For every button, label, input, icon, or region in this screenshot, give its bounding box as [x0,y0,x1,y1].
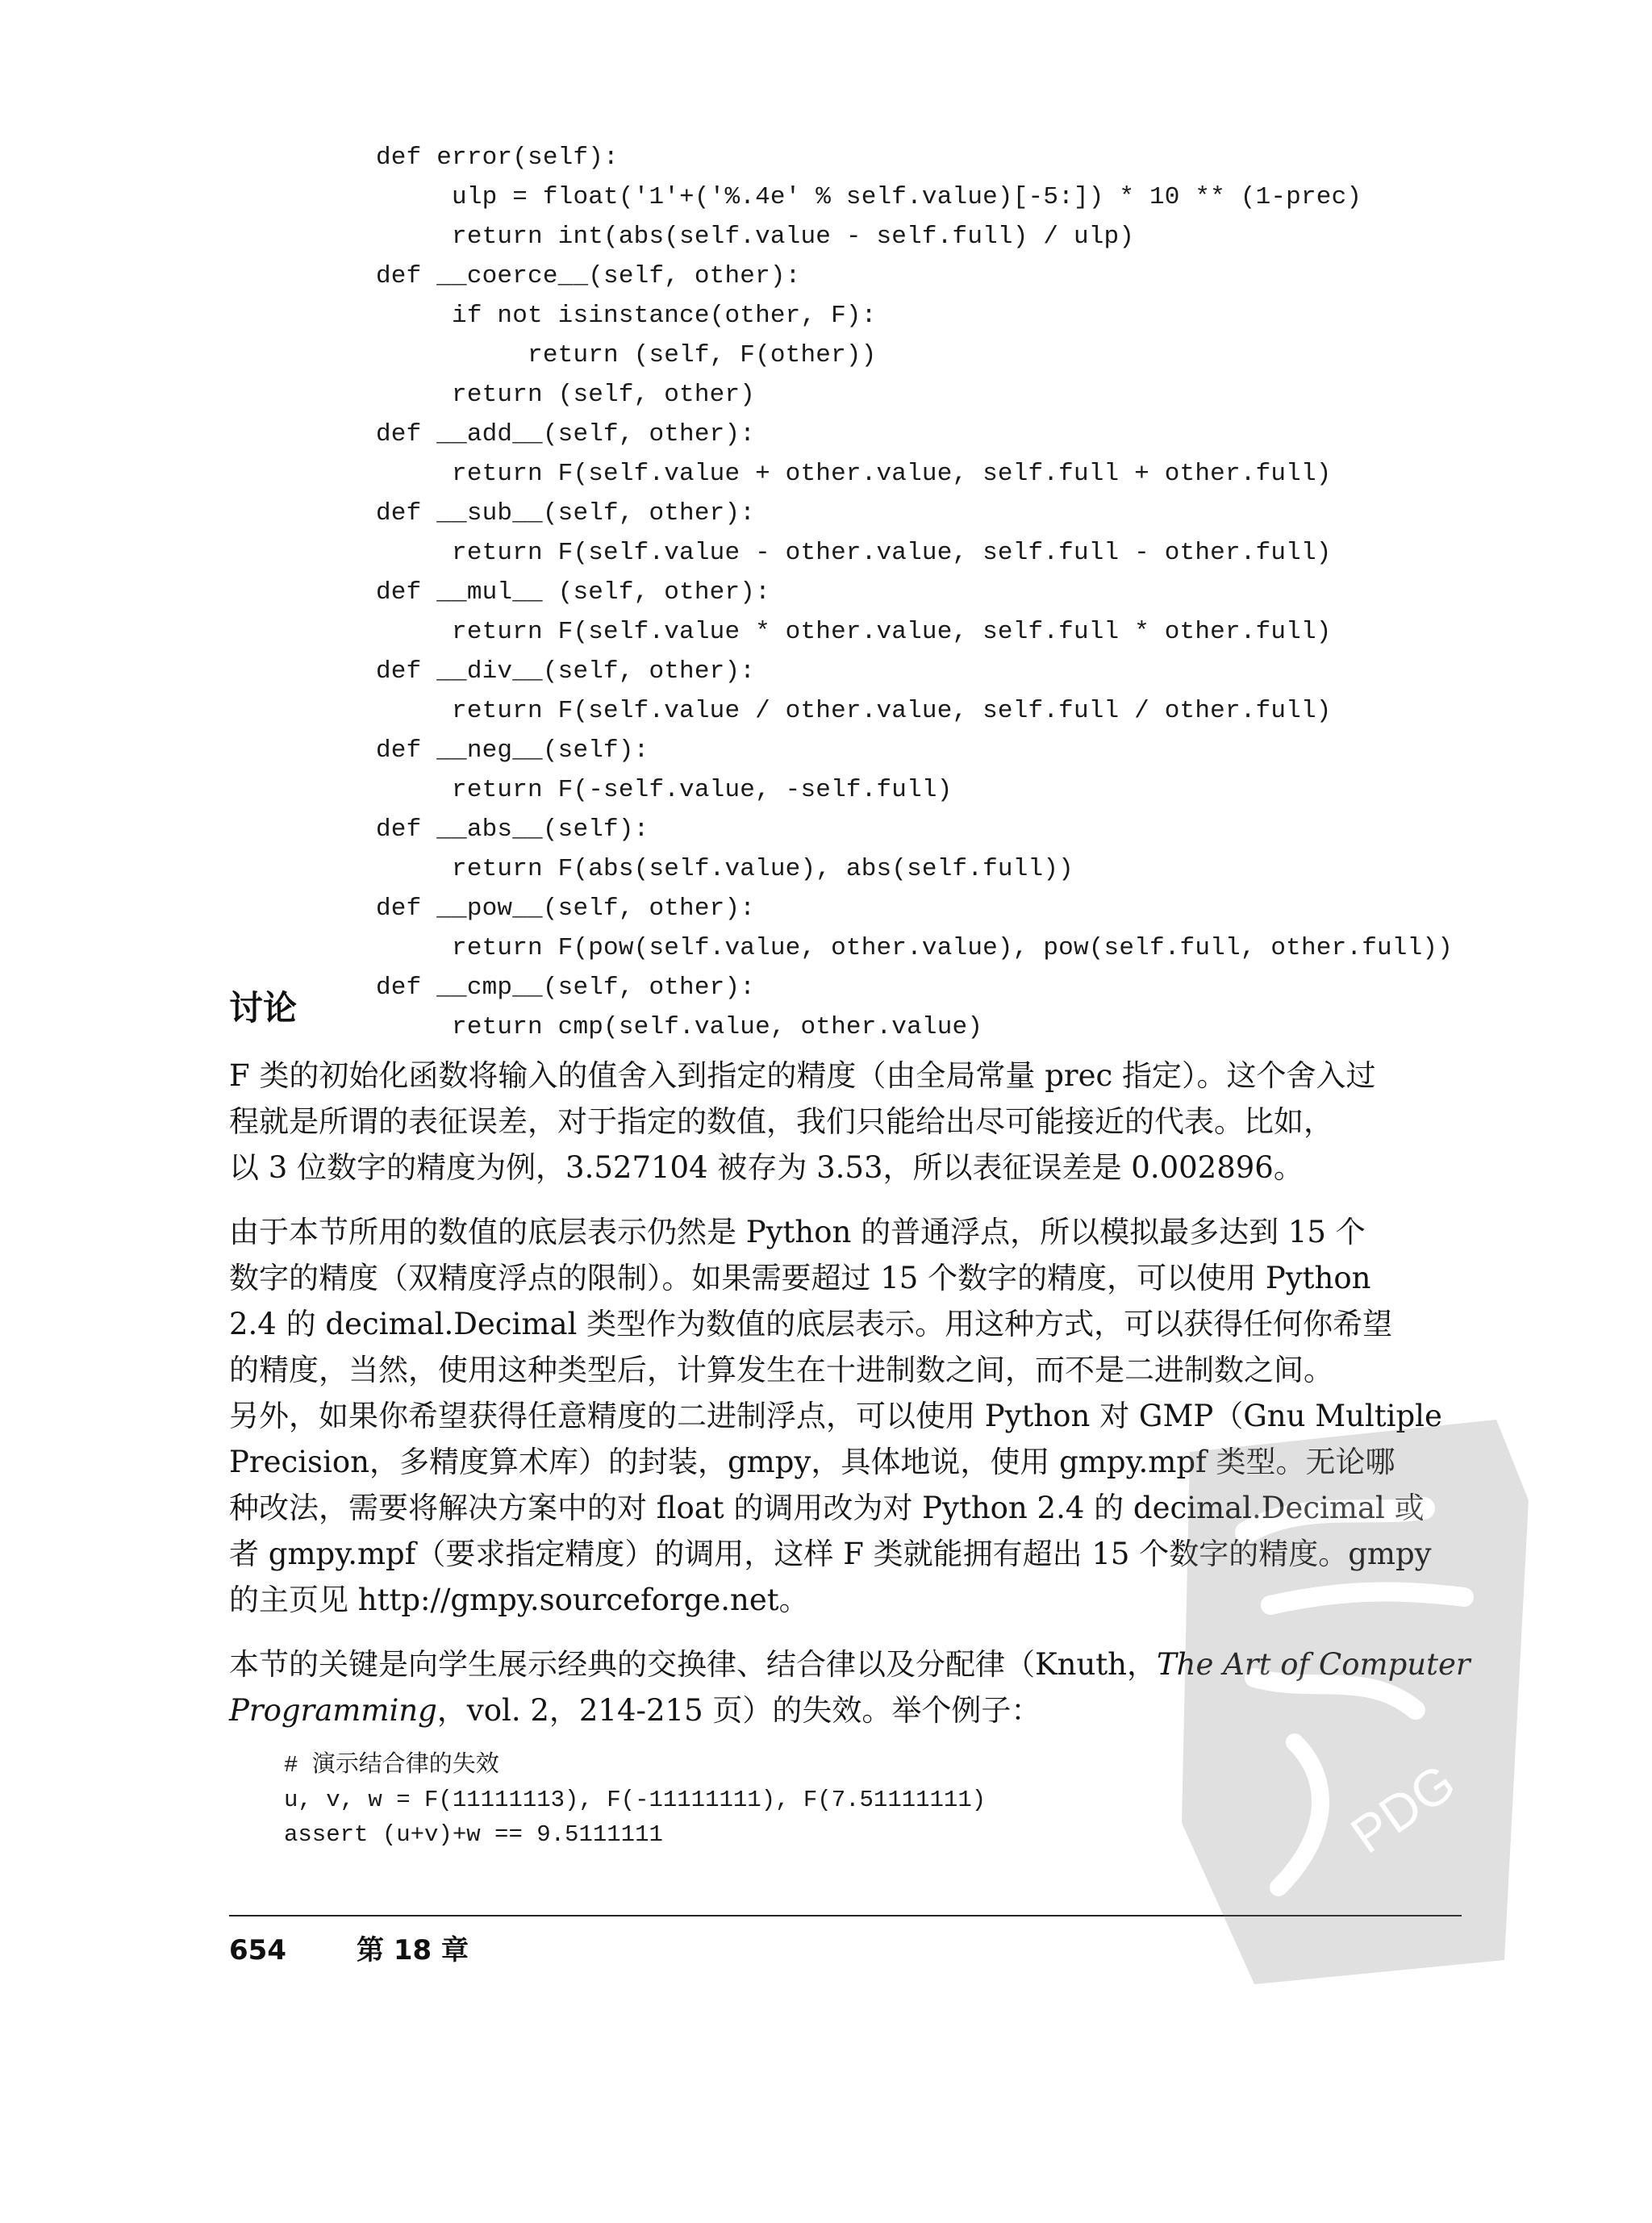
code-line: return cmp(self.value, other.value) [376,1013,983,1041]
paragraph-3-text: ，vol. 2，214-215 页）的失效。举个例子： [436,1693,1041,1728]
paragraph-1-line: 程就是所谓的表征误差，对于指定的数值，我们只能给出尽可能接近的代表。比如， [229,1104,1333,1139]
code-line: return F(self.value - other.value, self.full - other.full) [376,539,1332,567]
code-line: return F(self.value + other.value, self.full + other.full) [376,460,1332,488]
paragraph-1-line: F 类的初始化函数将输入的值舍入到指定的精度（由全局常量 prec 指定）。这个舍入过 [229,1058,1376,1093]
paragraph-2-line: 另外，如果你希望获得任意精度的二进制浮点，可以使用 Python 对 GMP（Gnu Multiple [229,1399,1442,1433]
code-line: return (self, other) [376,381,756,409]
paragraph-2-line: Precision，多精度算术库）的封装，gmpy，具体地说，使用 gmpy.mpf 类型。无论哪 [229,1445,1395,1479]
paragraph-2-line: 的主页见 http://gmpy.sourceforge.net。 [229,1583,809,1617]
code-line: return F(abs(self.value), abs(self.full)) [376,855,1074,883]
paragraph-3-line [229,1688,1463,1733]
code-line: def __mul__ (self, other): [376,578,770,607]
code-line: def __add__(self, other): [376,420,756,448]
book-title-part: Programming [229,1693,437,1728]
watermark-text: PDG [1340,1752,1466,1865]
chapter-label: 第 18 章 [357,1934,469,1966]
page-number: 654 [229,1934,286,1966]
code-line: return F(self.value * other.value, self.full * other.full) [376,618,1332,646]
code-line: def __cmp__(self, other): [376,974,756,1002]
footer-divider [229,1915,1462,1916]
code-line: def error(self): [376,144,619,172]
code-line: def __abs__(self): [376,815,649,844]
code-line: ulp = float('1'+('%.4e' % self.value)[-5:]) * 10 ** (1-prec) [376,183,1362,211]
paragraph-2-line: 种改法，需要将解决方案中的对 float 的调用改为对 Python 2.4 的 decimal.Decimal 或 [229,1491,1425,1525]
code-line: return int(abs(self.value - self.full) / ulp) [376,223,1135,251]
code-line: u, v, w = F(11111113), F(-11111111), F(7.51111111) [284,1787,987,1813]
code-line: def __pow__(self, other): [376,895,756,923]
code-comment: # 演示结合律的失效 [284,1752,499,1779]
code-line: def __div__(self, other): [376,657,756,686]
book-title-part: The Art of Computer [1157,1647,1471,1682]
code-line: return (self, F(other)) [376,341,877,369]
code-line: def __sub__(self, other): [376,499,756,528]
paragraph-2-line: 的精度，当然，使用这种类型后，计算发生在十进制数之间，而不是二进制数之间。 [229,1353,1333,1387]
code-line: return F(pow(self.value, other.value), pow(self.full, other.full)) [376,934,1454,962]
code-line: return F(self.value / other.value, self.full / other.full) [376,697,1332,725]
code-line: if not isinstance(other, F): [376,302,877,330]
paragraph-2-line: 数字的精度（双精度浮点的限制）。如果需要超过 15 个数字的精度，可以使用 Python [229,1261,1371,1295]
paragraph-3-text: 本节的关键是向学生展示经典的交换律、结合律以及分配律（Knuth， [229,1647,1157,1682]
paragraph-2-line: 由于本节所用的数值的底层表示仍然是 Python 的普通浮点，所以模拟最多达到 15 个 [229,1215,1366,1249]
paragraph-1-line: 以 3 位数字的精度为例，3.527104 被存为 3.53，所以表征误差是 0.002896。 [229,1150,1304,1185]
code-line: return F(-self.value, -self.full) [376,776,953,804]
code-line: def __coerce__(self, other): [376,262,801,290]
code-line: assert (u+v)+w == 9.5111111 [284,1821,663,1848]
paragraph-2-line: 者 gmpy.mpf（要求指定精度）的调用，这样 F 类就能拥有超出 15 个数字的精度。gmpy [229,1537,1432,1571]
paragraph-2-line: 2.4 的 decimal.Decimal 类型作为数值的底层表示。用这种方式，可以获得任何你希望 [229,1307,1393,1341]
paragraph-3-line [229,1642,1471,1687]
code-line: def __neg__(self): [376,736,649,765]
section-heading: 讨论 [229,988,298,1028]
